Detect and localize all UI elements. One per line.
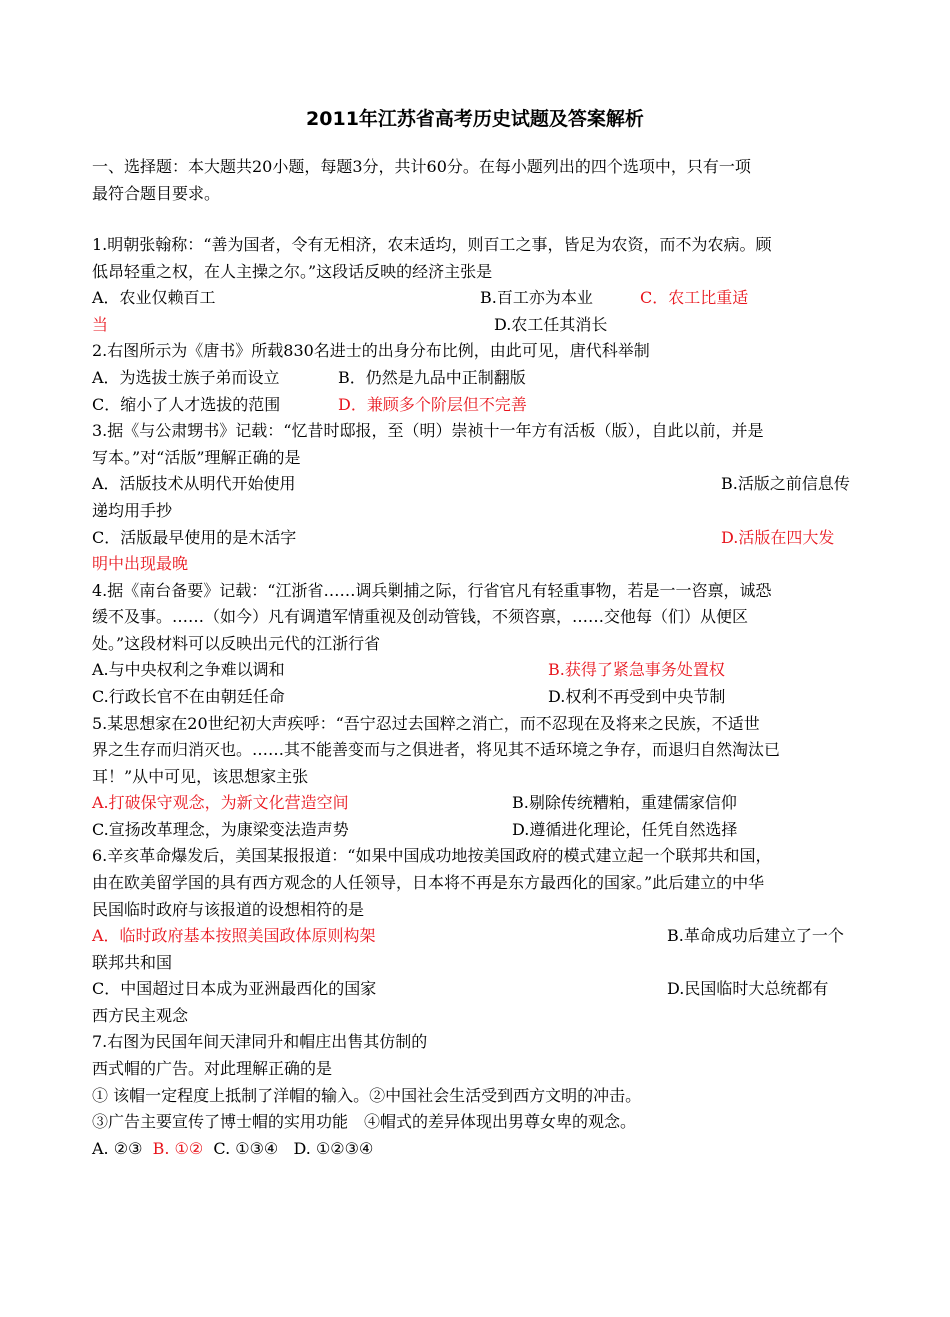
option-b-cont: 递均用手抄: [92, 501, 173, 520]
option-c: C. ①③④: [213, 1139, 279, 1158]
question-stem: 5.某思想家在20世纪初大声疾呼：“吾宁忍过去国粹之消亡，而不忍现在及将来之民族，不适世: [92, 714, 760, 733]
option-a: A．农业仅赖百工: [92, 288, 216, 307]
question-stem: 缓不及事。……（如今）凡有调遣军情重视及创动管钱，不须咨禀，……交他每（们）从便区: [92, 607, 749, 626]
option-c: C．活版最早使用的是木活字: [92, 528, 297, 547]
question-stem: 1.明朝张翰称：“善为国者，令有无相济，农末适均，则百工之事，皆足为农资，而不为农病。顾: [92, 235, 772, 254]
question-stem: 写本。”对“活版”理解正确的是: [92, 448, 301, 467]
option-b: B．仍然是九品中正制翻版: [338, 368, 526, 387]
option-d-answer: D.活版在四大发: [721, 528, 835, 547]
option-row: [92, 1139, 373, 1159]
option-d-cont: 西方民主观念: [92, 1006, 189, 1025]
question-stem: 7.右图为民国年间天津同升和帽庄出售其仿制的: [92, 1032, 428, 1051]
question-stem: 6.辛亥革命爆发后，美国某报报道：“如果中国成功地按美国政府的模式建立起一个联邦共和国，: [92, 846, 772, 865]
option-a: A. ②③: [92, 1139, 143, 1158]
option-c: C．中国超过日本成为亚洲最西化的国家: [92, 979, 377, 998]
option-d: D.遵循进化理论，任凭自然选择: [512, 820, 738, 839]
option-b-cont: 联邦共和国: [92, 953, 173, 972]
option-d-answer: D．兼顾多个阶层但不完善: [338, 395, 527, 414]
option-c: C．缩小了人才选拔的范围: [92, 395, 281, 414]
option-c: C.行政长官不在由朝廷任命: [92, 687, 285, 706]
question-stem: 由在欧美留学国的具有西方观念的人任领导，日本将不再是东方最西化的国家。”此后建立的中华: [92, 873, 765, 892]
statement-line: ③广告主要宣传了博士帽的实用功能 ④帽式的差异体现出男尊女卑的观念。: [92, 1112, 637, 1131]
option-b: B.剔除传统糟粕，重建儒家信仰: [512, 793, 737, 812]
option-c-answer: C．农工比重适: [640, 288, 749, 307]
option-a: A．活版技术从明代开始使用: [92, 474, 296, 493]
option-d: D.民国临时大总统都有: [667, 979, 829, 998]
option-d: D.农工任其消长: [494, 315, 608, 334]
question-stem: 3.据《与公肃甥书》记载：“忆昔时邸报，至（明）崇祯十一年方有活板（版），自此以前，并是: [92, 421, 764, 440]
option-a-answer: A．临时政府基本按照美国政体原则构架: [92, 926, 376, 945]
option-b-answer: B. ①②: [152, 1139, 204, 1158]
page-title: 2011年江苏省高考历史试题及答案解析: [306, 108, 644, 130]
option-d: D.权利不再受到中央节制: [548, 687, 726, 706]
statement-line: ① 该帽一定程度上抵制了洋帽的输入。②中国社会生活受到西方文明的冲击。: [92, 1086, 642, 1105]
question-stem: 西式帽的广告。对此理解正确的是: [92, 1059, 333, 1078]
option-a-answer: A.打破保守观念，为新文化营造空间: [92, 793, 349, 812]
question-stem: 界之生存而归消灭也。……其不能善变而与之俱进者，将见其不适环境之争存，而退归自然淘汰已: [92, 740, 781, 759]
option-a: A.与中央权利之争难以调和: [92, 660, 285, 679]
question-stem: 处。”这段材料可以反映出元代的江浙行省: [92, 634, 381, 653]
option-a: A．为选拔士族子弟而设立: [92, 368, 280, 387]
question-stem: 2.右图所示为《唐书》所载830名进士的出身分布比例，由此可见，唐代科举制: [92, 341, 650, 360]
question-stem: 4.据《南台备要》记载：“江浙省……调兵剿捕之际，行省官凡有轻重事物，若是一一咨禀，诚恐: [92, 581, 772, 600]
option-b-answer: B.获得了紧急事务处置权: [548, 660, 725, 679]
option-b: B.革命成功后建立了一个: [667, 926, 844, 945]
option-c-answer-cont: 当: [92, 315, 109, 334]
option-d-answer-cont: 明中出现最晚: [92, 554, 189, 573]
question-stem: 民国临时政府与该报道的设想相符的是: [92, 900, 365, 919]
question-stem: 低昂轻重之权，在人主操之尔。”这段话反映的经济主张是: [92, 262, 493, 281]
question-stem: 耳！”从中可见，该思想家主张: [92, 767, 309, 786]
option-d: D. ①②③④: [293, 1139, 374, 1158]
option-c: C.宣扬改革理念，为康梁变法造声势: [92, 820, 349, 839]
option-b: B.活版之前信息传: [721, 474, 850, 493]
intro-line: 最符合题目要求。: [92, 184, 221, 203]
intro-line: 一、选择题：本大题共20小题，每题3分，共计60分。在每小题列出的四个选项中，只有一项: [92, 157, 751, 176]
option-b: B.百工亦为本业: [480, 288, 593, 307]
